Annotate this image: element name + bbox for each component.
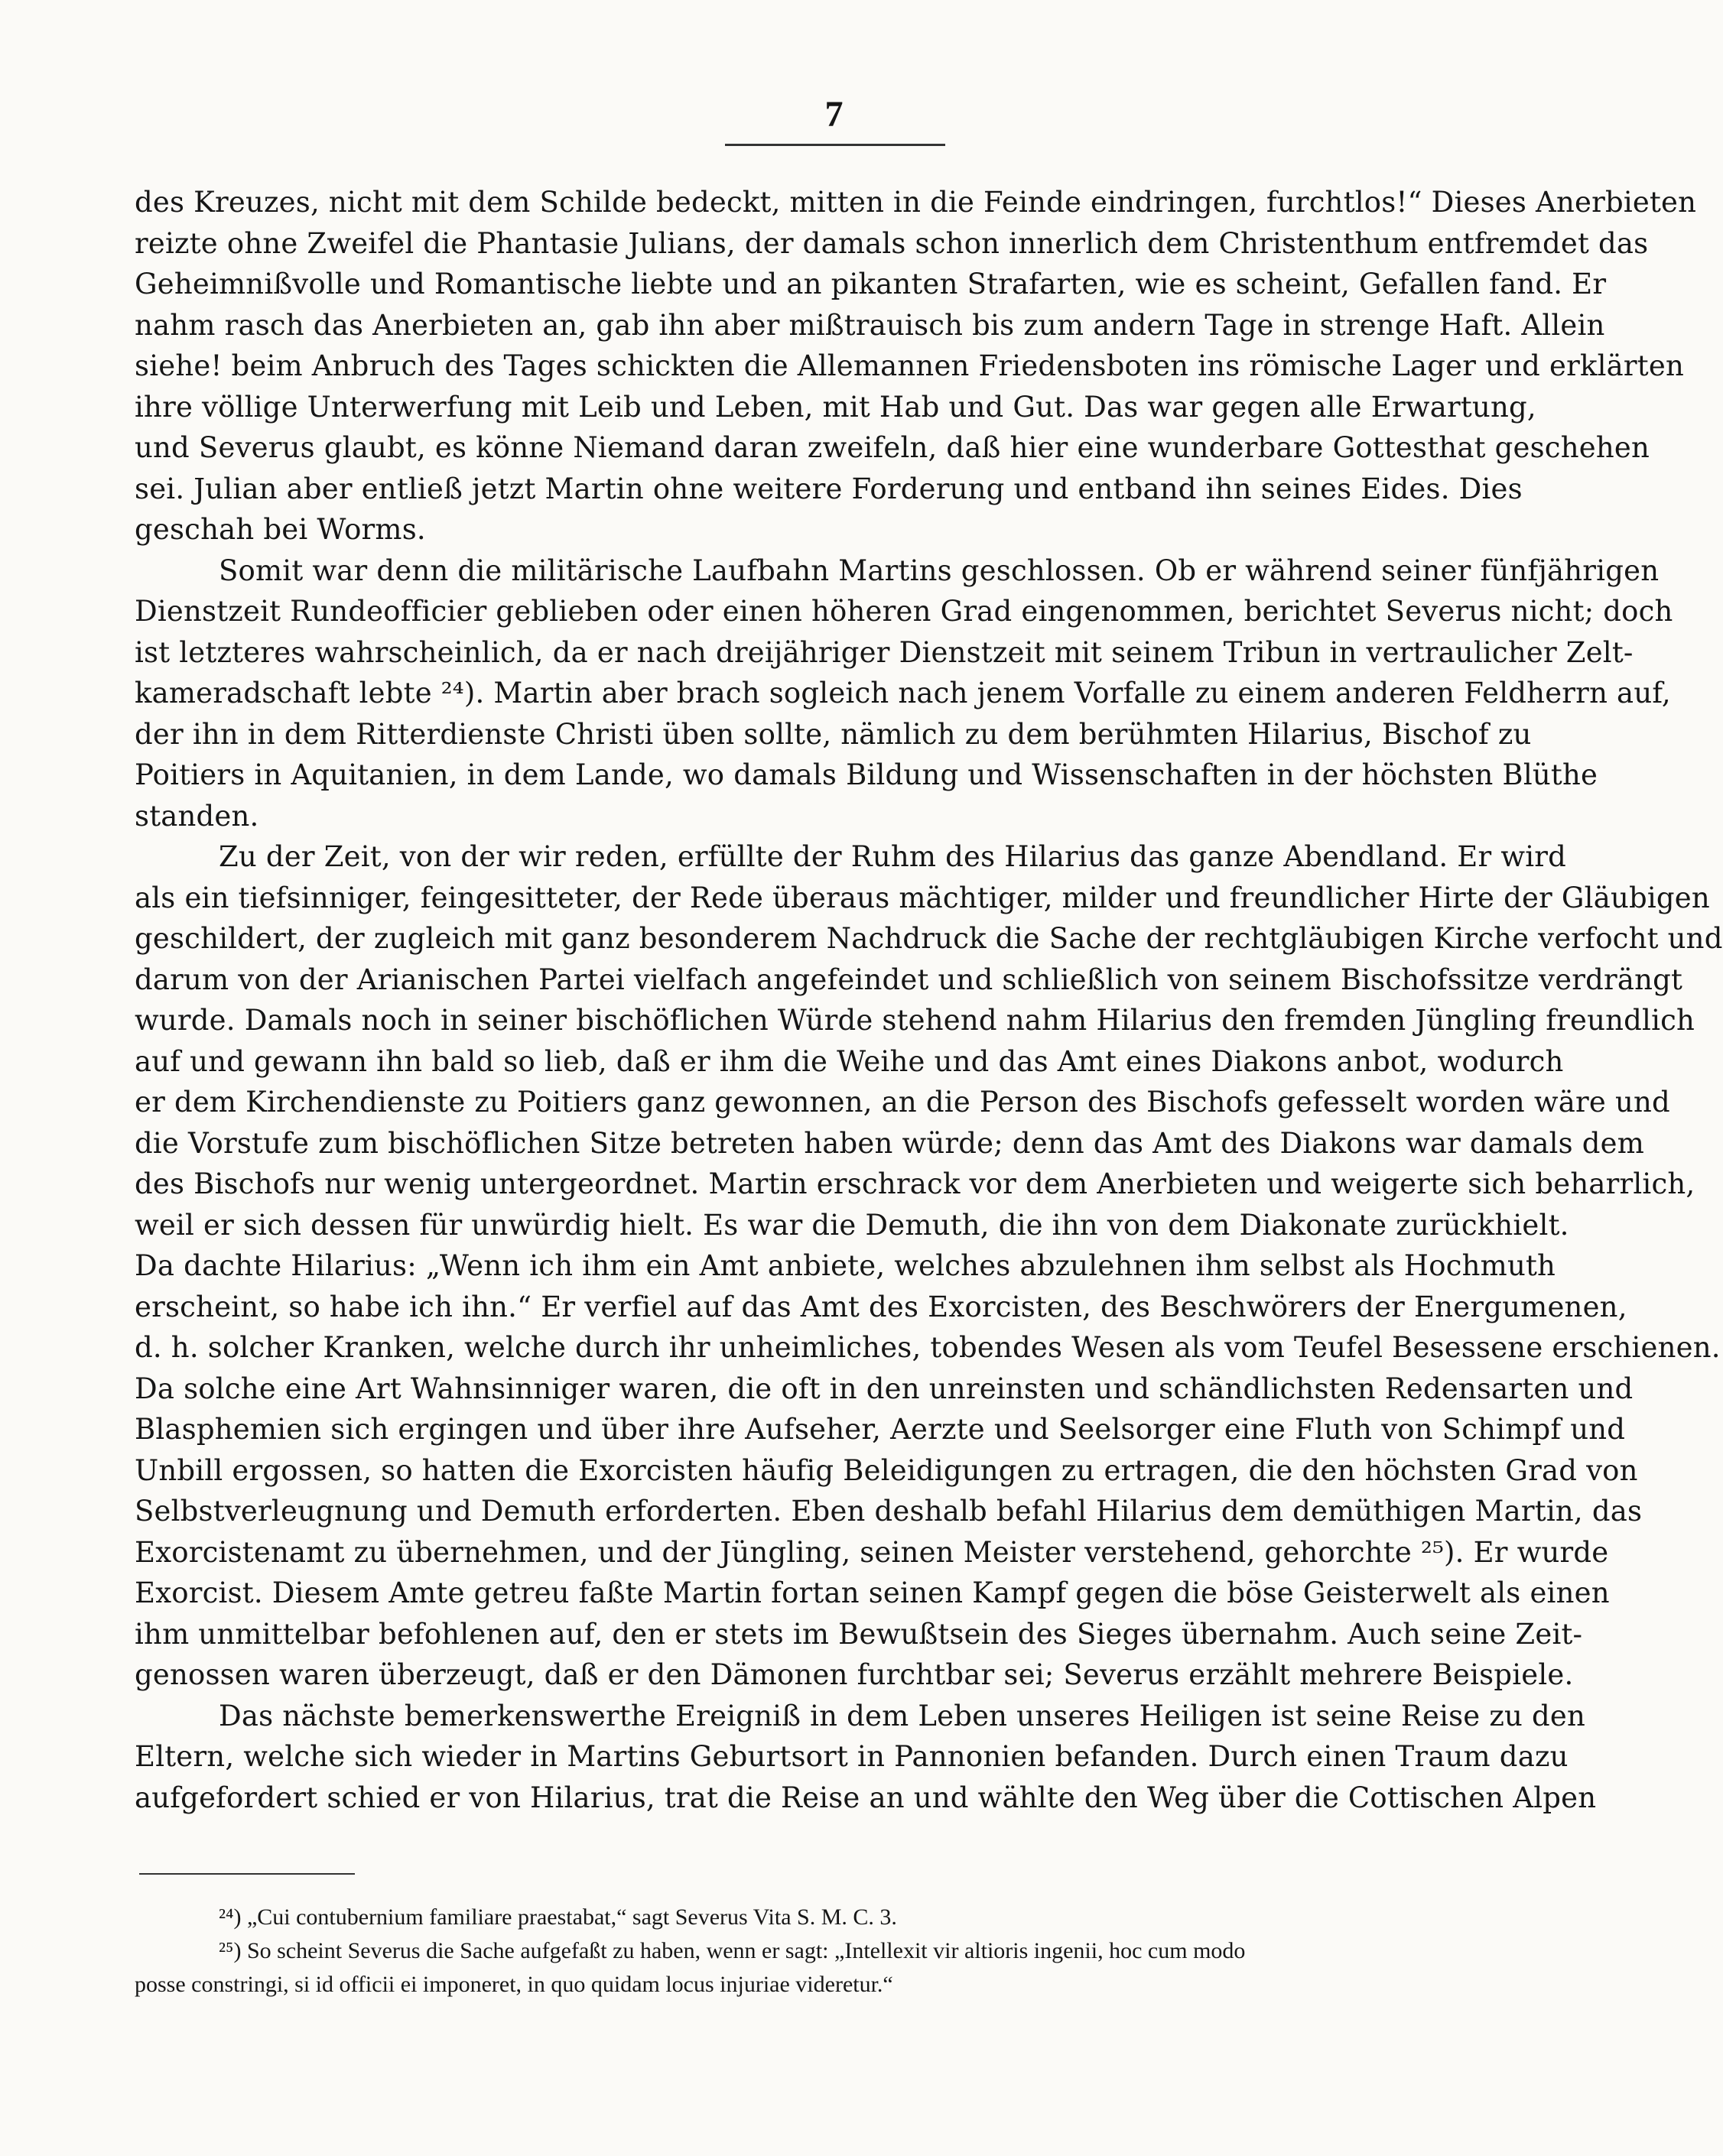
text-line: erscheint, so habe ich ihn.“ Er verfiel auf das Amt des Exorcisten, des Beschwörers der Energumenen,	[135, 1290, 1627, 1323]
text-line: reizte ohne Zweifel die Phantasie Julians, der damals schon innerlich dem Christenthum entfremdet das	[135, 226, 1649, 260]
text-line: geschildert, der zugleich mit ganz besonderem Nachdruck die Sache der rechtgläubigen Kirche verfocht und	[135, 922, 1723, 955]
text-line: Da dachte Hilarius: „Wenn ich ihm ein Amt anbiete, welches abzulehnen ihm selbst als Hochmuth	[135, 1249, 1556, 1282]
body-text	[135, 182, 1723, 1818]
footnote-24: ²⁴) „Cui contubernium familiare praestabat,“ sagt Severus Vita S. M. C. 3.	[219, 1904, 897, 1930]
text-line: des Bischofs nur wenig untergeordnet. Martin erschrack vor dem Anerbieten und weigerte sich beharrlich,	[135, 1167, 1695, 1200]
text-line: Exorcist. Diesem Amte getreu faßte Martin fortan seinen Kampf gegen die böse Geisterwelt als einen	[135, 1576, 1610, 1609]
text-line: als ein tiefsinniger, feingesitteter, der Rede überaus mächtiger, milder und freundlicher Hirte der Gläubigen	[135, 881, 1710, 914]
text-line: genossen waren überzeugt, daß er den Dämonen furchtbar sei; Severus erzählt mehrere Beispiele.	[135, 1658, 1574, 1691]
text-line: Das nächste bemerkenswerthe Ereigniß in dem Leben unseres Heiligen ist seine Reise zu den	[219, 1699, 1586, 1732]
text-line: wurde. Damals noch in seiner bischöflichen Würde stehend nahm Hilarius den fremden Jüngling freundlich	[135, 1004, 1695, 1037]
text-line: Dienstzeit Rundeofficier geblieben oder einen höheren Grad eingenommen, berichtet Severus nicht; doch	[135, 595, 1673, 628]
text-line: standen.	[135, 799, 259, 833]
text-line: Eltern, welche sich wieder in Martins Geburtsort in Pannonien befanden. Durch einen Traum dazu	[135, 1740, 1569, 1773]
text-line: darum von der Arianischen Partei vielfach angefeindet und schließlich von seinem Bischofssitze verdrängt	[135, 963, 1683, 996]
footnote-25-continued: posse constringi, si id officii ei imponeret, in quo quidam locus injuriae videretur.“	[135, 1972, 893, 1997]
text-line: ihre völlige Unterwerfung mit Leib und Leben, mit Hab und Gut. Das war gegen alle Erwartung,	[135, 390, 1536, 424]
text-line: Blasphemien sich ergingen und über ihre Aufseher, Aerzte und Seelsorger eine Fluth von Schimpf und	[135, 1413, 1626, 1446]
page-number: 7	[824, 94, 844, 135]
footnotes	[135, 1901, 1517, 2002]
text-line: der ihn in dem Ritterdienste Christi üben sollte, nämlich zu dem berühmten Hilarius, Bischof zu	[135, 717, 1532, 751]
text-line: geschah bei Worms.	[135, 513, 426, 546]
text-line: ihm unmittelbar befohlenen auf, den er stets im Bewußtsein des Sieges übernahm. Auch seine Zeit-	[135, 1617, 1583, 1651]
text-line: Unbill ergossen, so hatten die Exorcisten häufig Beleidigungen zu ertragen, die den höchsten Grad von	[135, 1453, 1638, 1487]
text-line: und Severus glaubt, es könne Niemand daran zweifeln, daß hier eine wunderbare Gottesthat geschehen	[135, 431, 1650, 464]
text-line: des Kreuzes, nicht mit dem Schilde bedeckt, mitten in die Feinde eindringen, furchtlos!“ Dieses Anerbieten	[135, 186, 1697, 219]
text-line: Somit war denn die militärische Laufbahn Martins geschlossen. Ob er während seiner fünfjährigen	[219, 554, 1660, 587]
text-line: nahm rasch das Anerbieten an, gab ihn aber mißtrauisch bis zum andern Tage in strenge Haft. Allein	[135, 308, 1605, 342]
text-line: Poitiers in Aquitanien, in dem Lande, wo damals Bildung und Wissenschaften in der höchsten Blüthe	[135, 758, 1598, 791]
text-line: aufgefordert schied er von Hilarius, trat die Reise an und wählte den Weg über die Cottischen Alpen	[135, 1781, 1597, 1814]
text-line: Zu der Zeit, von der wir reden, erfüllte der Ruhm des Hilarius das ganze Abendland. Er wird	[219, 840, 1567, 873]
text-line: Da solche eine Art Wahnsinniger waren, die oft in den unreinsten und schändlichsten Redensarten und	[135, 1372, 1634, 1405]
text-line: er dem Kirchendienste zu Poitiers ganz gewonnen, an die Person des Bischofs gefesselt worden wäre und	[135, 1086, 1670, 1119]
header-rule	[725, 144, 945, 146]
footnote-25: ²⁵) So scheint Severus die Sache aufgefaßt zu haben, wenn er sagt: „Intellexit vir altioris ingenii, hoc cum modo	[219, 1938, 1246, 1963]
text-line: ist letzteres wahrscheinlich, da er nach dreijähriger Dienstzeit mit seinem Tribun in vertraulicher Zelt-	[135, 635, 1634, 669]
text-line: weil er sich dessen für unwürdig hielt. Es war die Demuth, die ihn von dem Diakonate zurückhielt.	[135, 1208, 1569, 1242]
text-line: Selbstverleugnung und Demuth erforderten. Eben deshalb befahl Hilarius dem demüthigen Martin, das	[135, 1495, 1643, 1528]
text-line: d. h. solcher Kranken, welche durch ihr unheimliches, tobendes Wesen als vom Teufel Besessene erschienen.	[135, 1331, 1721, 1364]
footnote-rule	[139, 1873, 355, 1875]
text-line: Geheimnißvolle und Romantische liebte und an pikanten Strafarten, wie es scheint, Gefallen fand. Er	[135, 268, 1607, 300]
text-line: Exorcistenamt zu übernehmen, und der Jüngling, seinen Meister verstehend, gehorchte ²⁵). Er wurde	[135, 1535, 1609, 1569]
text-line: auf und gewann ihn bald so lieb, daß er ihm die Weihe und das Amt eines Diakons anbot, wodurch	[135, 1044, 1564, 1078]
text-line: sei. Julian aber entließ jetzt Martin ohne weitere Forderung und entband ihn seines Eides. Dies	[135, 472, 1523, 505]
text-line: kameradschaft lebte ²⁴). Martin aber brach sogleich nach jenem Vorfalle zu einem anderen Feldherrn auf,	[135, 677, 1671, 709]
text-line: siehe! beim Anbruch des Tages schickten die Allemannen Friedensboten ins römische Lager und erklärten	[135, 349, 1684, 382]
text-line: die Vorstufe zum bischöflichen Sitze betreten haben würde; denn das Amt des Diakons war damals dem	[135, 1126, 1645, 1160]
